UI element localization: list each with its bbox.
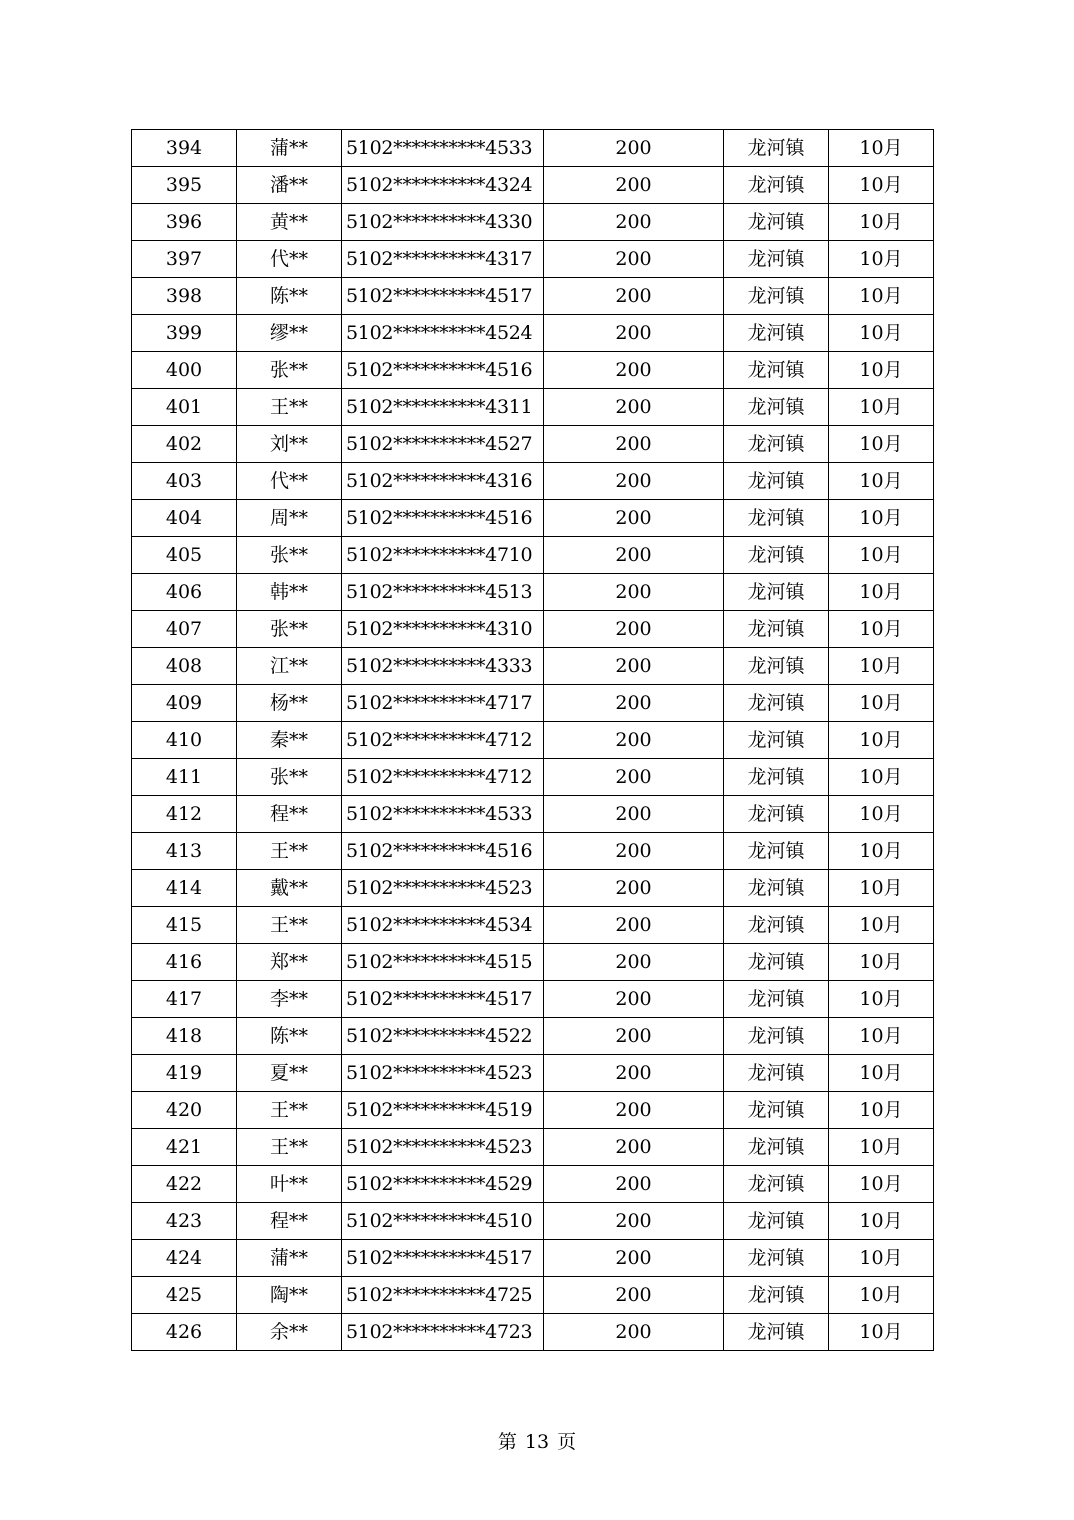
name-cell: 韩** — [237, 574, 342, 611]
month-cell: 10月 — [829, 648, 934, 685]
table-row — [132, 1018, 934, 1055]
table-row — [132, 759, 934, 796]
id-number-cell: 5102**********4725 — [342, 1277, 544, 1314]
table-row — [132, 204, 934, 241]
id-number-cell: 5102**********4523 — [342, 870, 544, 907]
id-number-cell: 5102**********4316 — [342, 463, 544, 500]
town-cell: 龙河镇 — [724, 130, 829, 167]
amount-cell: 200 — [544, 870, 724, 907]
name-cell: 程** — [237, 1203, 342, 1240]
page-number: 13 — [524, 1431, 550, 1453]
amount-cell: 200 — [544, 722, 724, 759]
serial-number-cell: 412 — [132, 796, 237, 833]
month-cell: 10月 — [829, 389, 934, 426]
serial-number-cell: 421 — [132, 1129, 237, 1166]
table-row — [132, 648, 934, 685]
id-number-cell: 5102**********4517 — [342, 981, 544, 1018]
name-cell: 蒲** — [237, 1240, 342, 1277]
id-number-cell: 5102**********4516 — [342, 500, 544, 537]
serial-number-cell: 426 — [132, 1314, 237, 1351]
table-row — [132, 278, 934, 315]
id-number-cell: 5102**********4330 — [342, 204, 544, 241]
town-cell: 龙河镇 — [724, 1018, 829, 1055]
amount-cell: 200 — [544, 1129, 724, 1166]
name-cell: 陈** — [237, 278, 342, 315]
town-cell: 龙河镇 — [724, 1055, 829, 1092]
table-row — [132, 796, 934, 833]
town-cell: 龙河镇 — [724, 1092, 829, 1129]
name-cell: 代** — [237, 463, 342, 500]
town-cell: 龙河镇 — [724, 537, 829, 574]
town-cell: 龙河镇 — [724, 278, 829, 315]
name-cell: 戴** — [237, 870, 342, 907]
month-cell: 10月 — [829, 130, 934, 167]
id-number-cell: 5102**********4533 — [342, 130, 544, 167]
name-cell: 江** — [237, 648, 342, 685]
serial-number-cell: 397 — [132, 241, 237, 278]
town-cell: 龙河镇 — [724, 463, 829, 500]
id-number-cell: 5102**********4723 — [342, 1314, 544, 1351]
amount-cell: 200 — [544, 241, 724, 278]
serial-number-cell: 404 — [132, 500, 237, 537]
id-number-cell: 5102**********4710 — [342, 537, 544, 574]
month-cell: 10月 — [829, 796, 934, 833]
id-number-cell: 5102**********4522 — [342, 1018, 544, 1055]
town-cell: 龙河镇 — [724, 870, 829, 907]
month-cell: 10月 — [829, 426, 934, 463]
serial-number-cell: 408 — [132, 648, 237, 685]
id-number-cell: 5102**********4516 — [342, 352, 544, 389]
id-number-cell: 5102**********4311 — [342, 389, 544, 426]
id-number-cell: 5102**********4516 — [342, 833, 544, 870]
town-cell: 龙河镇 — [724, 241, 829, 278]
table-row — [132, 1055, 934, 1092]
town-cell: 龙河镇 — [724, 944, 829, 981]
table-row — [132, 463, 934, 500]
id-number-cell: 5102**********4717 — [342, 685, 544, 722]
serial-number-cell: 420 — [132, 1092, 237, 1129]
month-cell: 10月 — [829, 981, 934, 1018]
serial-number-cell: 398 — [132, 278, 237, 315]
month-cell: 10月 — [829, 204, 934, 241]
month-cell: 10月 — [829, 463, 934, 500]
table-row — [132, 1092, 934, 1129]
month-cell: 10月 — [829, 1166, 934, 1203]
town-cell: 龙河镇 — [724, 1166, 829, 1203]
serial-number-cell: 400 — [132, 352, 237, 389]
amount-cell: 200 — [544, 352, 724, 389]
amount-cell: 200 — [544, 648, 724, 685]
town-cell: 龙河镇 — [724, 759, 829, 796]
serial-number-cell: 417 — [132, 981, 237, 1018]
name-cell: 黄** — [237, 204, 342, 241]
town-cell: 龙河镇 — [724, 611, 829, 648]
table-row — [132, 389, 934, 426]
month-cell: 10月 — [829, 833, 934, 870]
table-row — [132, 907, 934, 944]
roster-table — [131, 129, 934, 1351]
table-row — [132, 722, 934, 759]
table-row — [132, 1129, 934, 1166]
table-row — [132, 1314, 934, 1351]
table-row — [132, 167, 934, 204]
name-cell: 缪** — [237, 315, 342, 352]
town-cell: 龙河镇 — [724, 1314, 829, 1351]
amount-cell: 200 — [544, 1277, 724, 1314]
month-cell: 10月 — [829, 1277, 934, 1314]
amount-cell: 200 — [544, 463, 724, 500]
name-cell: 秦** — [237, 722, 342, 759]
month-cell: 10月 — [829, 574, 934, 611]
amount-cell: 200 — [544, 1055, 724, 1092]
name-cell: 李** — [237, 981, 342, 1018]
name-cell: 陈** — [237, 1018, 342, 1055]
town-cell: 龙河镇 — [724, 1203, 829, 1240]
table-row — [132, 611, 934, 648]
name-cell: 夏** — [237, 1055, 342, 1092]
amount-cell: 200 — [544, 1240, 724, 1277]
name-cell: 刘** — [237, 426, 342, 463]
serial-number-cell: 402 — [132, 426, 237, 463]
table-row — [132, 1277, 934, 1314]
serial-number-cell: 418 — [132, 1018, 237, 1055]
id-number-cell: 5102**********4517 — [342, 1240, 544, 1277]
town-cell: 龙河镇 — [724, 500, 829, 537]
id-number-cell: 5102**********4513 — [342, 574, 544, 611]
table-row — [132, 1203, 934, 1240]
serial-number-cell: 407 — [132, 611, 237, 648]
name-cell: 张** — [237, 352, 342, 389]
amount-cell: 200 — [544, 426, 724, 463]
town-cell: 龙河镇 — [724, 389, 829, 426]
month-cell: 10月 — [829, 1203, 934, 1240]
month-cell: 10月 — [829, 611, 934, 648]
id-number-cell: 5102**********4529 — [342, 1166, 544, 1203]
table-row — [132, 574, 934, 611]
amount-cell: 200 — [544, 685, 724, 722]
serial-number-cell: 414 — [132, 870, 237, 907]
town-cell: 龙河镇 — [724, 648, 829, 685]
amount-cell: 200 — [544, 389, 724, 426]
amount-cell: 200 — [544, 315, 724, 352]
table-row — [132, 981, 934, 1018]
name-cell: 张** — [237, 759, 342, 796]
id-number-cell: 5102**********4712 — [342, 722, 544, 759]
page-footer-prefix: 第 — [497, 1431, 517, 1453]
amount-cell: 200 — [544, 204, 724, 241]
town-cell: 龙河镇 — [724, 426, 829, 463]
town-cell: 龙河镇 — [724, 315, 829, 352]
id-number-cell: 5102**********4310 — [342, 611, 544, 648]
id-number-cell: 5102**********4533 — [342, 796, 544, 833]
serial-number-cell: 403 — [132, 463, 237, 500]
month-cell: 10月 — [829, 1018, 934, 1055]
name-cell: 王** — [237, 833, 342, 870]
table-row — [132, 500, 934, 537]
month-cell: 10月 — [829, 759, 934, 796]
serial-number-cell: 409 — [132, 685, 237, 722]
month-cell: 10月 — [829, 1092, 934, 1129]
month-cell: 10月 — [829, 537, 934, 574]
month-cell: 10月 — [829, 1314, 934, 1351]
serial-number-cell: 422 — [132, 1166, 237, 1203]
table-row — [132, 833, 934, 870]
serial-number-cell: 416 — [132, 944, 237, 981]
name-cell: 张** — [237, 537, 342, 574]
name-cell: 蒲** — [237, 130, 342, 167]
amount-cell: 200 — [544, 1092, 724, 1129]
name-cell: 叶** — [237, 1166, 342, 1203]
id-number-cell: 5102**********4527 — [342, 426, 544, 463]
amount-cell: 200 — [544, 167, 724, 204]
amount-cell: 200 — [544, 500, 724, 537]
month-cell: 10月 — [829, 167, 934, 204]
town-cell: 龙河镇 — [724, 204, 829, 241]
name-cell: 陶** — [237, 1277, 342, 1314]
serial-number-cell: 411 — [132, 759, 237, 796]
amount-cell: 200 — [544, 537, 724, 574]
page-footer-suffix: 页 — [557, 1431, 577, 1453]
month-cell: 10月 — [829, 1055, 934, 1092]
serial-number-cell: 401 — [132, 389, 237, 426]
serial-number-cell: 396 — [132, 204, 237, 241]
name-cell: 周** — [237, 500, 342, 537]
table-row — [132, 426, 934, 463]
month-cell: 10月 — [829, 944, 934, 981]
name-cell: 杨** — [237, 685, 342, 722]
amount-cell: 200 — [544, 907, 724, 944]
serial-number-cell: 419 — [132, 1055, 237, 1092]
name-cell: 余** — [237, 1314, 342, 1351]
month-cell: 10月 — [829, 278, 934, 315]
roster-table-body — [132, 130, 934, 1351]
table-row — [132, 537, 934, 574]
id-number-cell: 5102**********4534 — [342, 907, 544, 944]
table-row — [132, 685, 934, 722]
month-cell: 10月 — [829, 500, 934, 537]
amount-cell: 200 — [544, 574, 724, 611]
amount-cell: 200 — [544, 833, 724, 870]
serial-number-cell: 423 — [132, 1203, 237, 1240]
serial-number-cell: 424 — [132, 1240, 237, 1277]
name-cell: 代** — [237, 241, 342, 278]
id-number-cell: 5102**********4519 — [342, 1092, 544, 1129]
table-row — [132, 130, 934, 167]
town-cell: 龙河镇 — [724, 1240, 829, 1277]
amount-cell: 200 — [544, 944, 724, 981]
serial-number-cell: 395 — [132, 167, 237, 204]
town-cell: 龙河镇 — [724, 1277, 829, 1314]
amount-cell: 200 — [544, 759, 724, 796]
town-cell: 龙河镇 — [724, 167, 829, 204]
name-cell: 王** — [237, 389, 342, 426]
id-number-cell: 5102**********4517 — [342, 278, 544, 315]
id-number-cell: 5102**********4523 — [342, 1129, 544, 1166]
table-row — [132, 944, 934, 981]
id-number-cell: 5102**********4515 — [342, 944, 544, 981]
month-cell: 10月 — [829, 352, 934, 389]
month-cell: 10月 — [829, 685, 934, 722]
amount-cell: 200 — [544, 1166, 724, 1203]
table-row — [132, 1166, 934, 1203]
serial-number-cell: 399 — [132, 315, 237, 352]
town-cell: 龙河镇 — [724, 352, 829, 389]
name-cell: 郑** — [237, 944, 342, 981]
serial-number-cell: 410 — [132, 722, 237, 759]
town-cell: 龙河镇 — [724, 1129, 829, 1166]
id-number-cell: 5102**********4317 — [342, 241, 544, 278]
amount-cell: 200 — [544, 278, 724, 315]
town-cell: 龙河镇 — [724, 907, 829, 944]
month-cell: 10月 — [829, 870, 934, 907]
id-number-cell: 5102**********4523 — [342, 1055, 544, 1092]
town-cell: 龙河镇 — [724, 574, 829, 611]
serial-number-cell: 413 — [132, 833, 237, 870]
amount-cell: 200 — [544, 796, 724, 833]
town-cell: 龙河镇 — [724, 722, 829, 759]
month-cell: 10月 — [829, 241, 934, 278]
name-cell: 王** — [237, 1092, 342, 1129]
serial-number-cell: 415 — [132, 907, 237, 944]
amount-cell: 200 — [544, 611, 724, 648]
amount-cell: 200 — [544, 1314, 724, 1351]
month-cell: 10月 — [829, 907, 934, 944]
town-cell: 龙河镇 — [724, 685, 829, 722]
id-number-cell: 5102**********4324 — [342, 167, 544, 204]
month-cell: 10月 — [829, 1129, 934, 1166]
serial-number-cell: 406 — [132, 574, 237, 611]
table-row — [132, 1240, 934, 1277]
name-cell: 王** — [237, 1129, 342, 1166]
table-row — [132, 870, 934, 907]
serial-number-cell: 425 — [132, 1277, 237, 1314]
name-cell: 潘** — [237, 167, 342, 204]
id-number-cell: 5102**********4524 — [342, 315, 544, 352]
page-footer — [0, 1428, 1074, 1456]
table-row — [132, 352, 934, 389]
id-number-cell: 5102**********4712 — [342, 759, 544, 796]
serial-number-cell: 405 — [132, 537, 237, 574]
id-number-cell: 5102**********4333 — [342, 648, 544, 685]
amount-cell: 200 — [544, 130, 724, 167]
month-cell: 10月 — [829, 1240, 934, 1277]
amount-cell: 200 — [544, 1018, 724, 1055]
table-row — [132, 315, 934, 352]
town-cell: 龙河镇 — [724, 796, 829, 833]
id-number-cell: 5102**********4510 — [342, 1203, 544, 1240]
town-cell: 龙河镇 — [724, 981, 829, 1018]
name-cell: 王** — [237, 907, 342, 944]
name-cell: 张** — [237, 611, 342, 648]
town-cell: 龙河镇 — [724, 833, 829, 870]
serial-number-cell: 394 — [132, 130, 237, 167]
name-cell: 程** — [237, 796, 342, 833]
month-cell: 10月 — [829, 315, 934, 352]
amount-cell: 200 — [544, 981, 724, 1018]
amount-cell: 200 — [544, 1203, 724, 1240]
month-cell: 10月 — [829, 722, 934, 759]
table-row — [132, 241, 934, 278]
